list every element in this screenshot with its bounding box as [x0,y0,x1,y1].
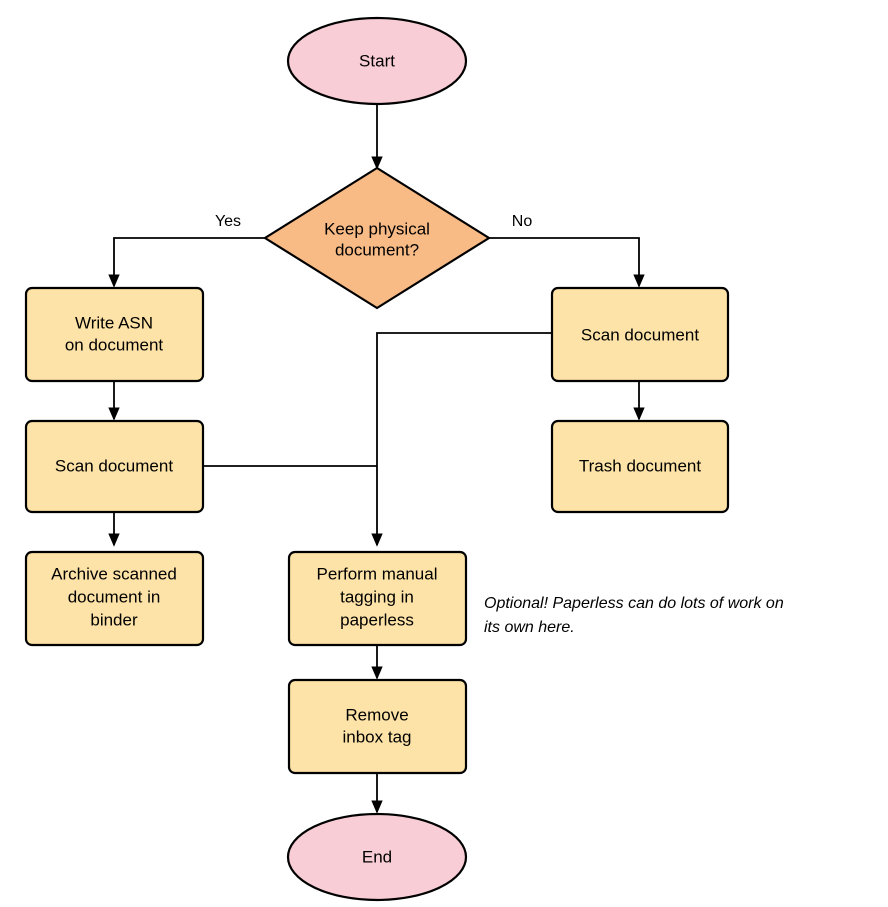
node-start-label: Start [359,51,395,71]
node-write-asn-on-document[interactable] [26,288,203,381]
node-remove-inbox-label-line1: Remove [345,705,409,725]
node-write-asn-label-line1: Write ASN [74,313,154,333]
node-archive-scanned-document-in-binder[interactable] [26,552,203,645]
node-scan-document-right[interactable] [552,288,728,381]
node-trash-document-label: Trash document [578,456,702,476]
edge-scan-right-to-tagging [377,333,552,545]
node-scan-document-left[interactable] [26,421,203,512]
node-perform-manual-tagging[interactable] [289,552,466,645]
node-scan-document-right-label: Scan document [580,325,700,345]
node-start[interactable] [288,18,466,104]
node-archive-label-line3: binder [90,610,138,630]
node-scan-document-left-label: Scan document [54,456,174,476]
node-remove-inbox-label-line2: inbox tag [342,727,412,747]
edge-label-yes: Yes [214,213,242,231]
note-line1: Optional! Paperless can do lots of work on [484,595,784,613]
node-remove-inbox-tag[interactable] [289,680,466,773]
node-archive-label-line1: Archive scanned [51,564,177,584]
note-optional-paperless [484,595,784,636]
node-tagging-label-line2: tagging in [340,587,414,607]
node-end-label: End [361,847,393,867]
node-tagging-label-line1: Perform manual [316,564,438,584]
node-trash-document[interactable] [552,421,728,512]
edge-decision-no-to-scan-right [489,238,639,286]
node-tagging-label-line3: paperless [340,610,414,630]
node-write-asn-label-line2: on document [64,335,164,355]
edge-label-no: No [511,213,533,231]
node-keep-physical-document[interactable] [265,168,489,308]
node-end[interactable] [288,814,466,900]
note-line2: its own here. [484,619,575,637]
node-decision-label-line1: Keep physical [324,219,430,239]
edge-decision-yes-to-write-asn [114,238,265,286]
node-archive-label-line2: document in [67,587,161,607]
node-decision-label-line2: document? [334,240,420,260]
